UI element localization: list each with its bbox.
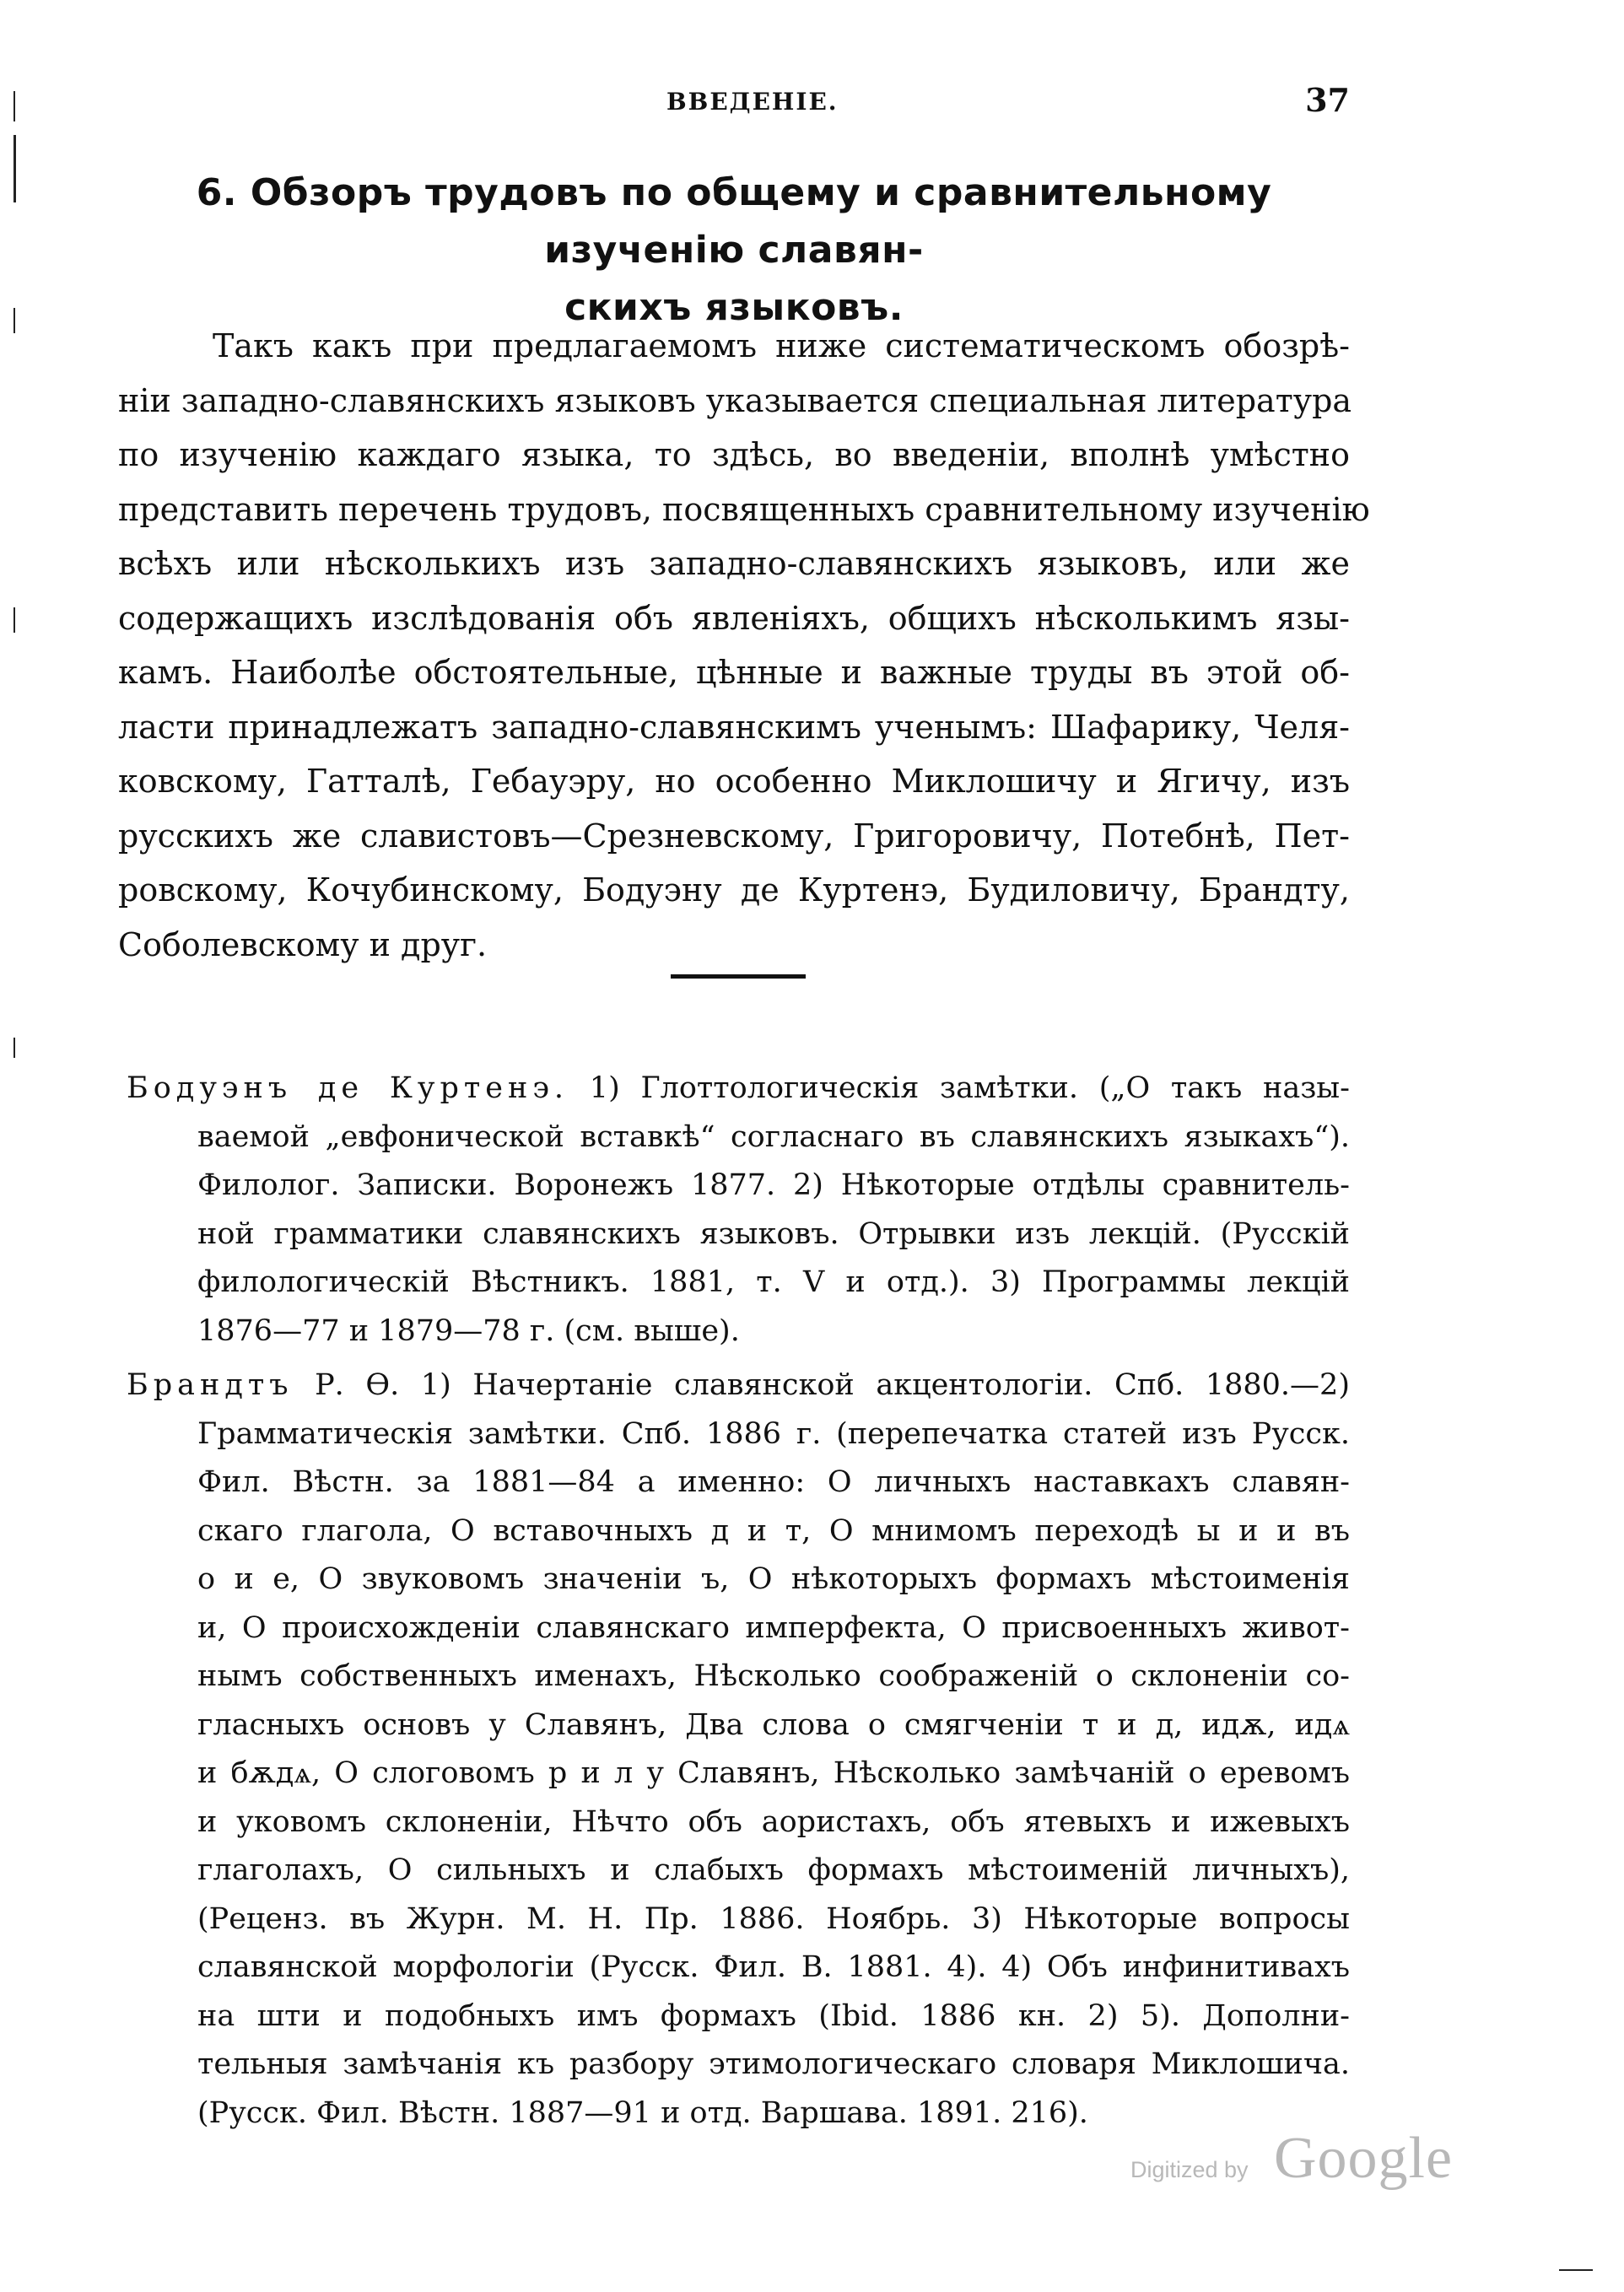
page-number: 37: [1305, 81, 1350, 119]
entry-line: нымъ собственныхъ именахъ, Нѣсколько соображеній о склоненіи со-: [197, 1659, 1350, 1693]
scan-margin-mark: [13, 607, 15, 633]
scan-margin-mark: [13, 1038, 15, 1058]
entry-line: глаголахъ, О сильныхъ и слабыхъ формахъ мѣстоименій личныхъ),: [197, 1853, 1350, 1887]
entry-text: Р. Ѳ. 1) Начертаніе славянской акцентологіи. Спб. 1880.—2): [315, 1368, 1350, 1402]
digitized-watermark: [1130, 2126, 1468, 2191]
paragraph-line: содержащихъ изслѣдованія объ явленіяхъ, общихъ нѣсколькимъ язы-: [118, 599, 1350, 637]
entry-line: скаго глагола, О вставочныхъ д и т, О мнимомъ переходѣ ы и и въ: [197, 1513, 1350, 1548]
entry-line: 1876—77 и 1879—78 г. (см. выше).: [197, 1313, 740, 1348]
paragraph-line: представить перечень трудовъ, посвященныхъ сравнительному изученію: [118, 490, 1370, 528]
separator-rule: [671, 974, 806, 979]
heading-line: 6. Обзоръ трудовъ по общему и сравнительному изученію славян-: [196, 171, 1272, 272]
entry-line: тельныя замѣчанія къ разбору этимологическаго словаря Миклошича.: [197, 2047, 1350, 2081]
bibliography-entry: [127, 1065, 1350, 1356]
scan-margin-mark: [13, 135, 16, 202]
entry-line: Грамматическія замѣтки. Спб. 1886 г. (перепечатка статей изъ Русск.: [197, 1416, 1350, 1451]
entry-line: и бѫдѧ, О слоговомъ р и л у Славянъ, Нѣсколько замѣчаній о еревомъ: [197, 1756, 1350, 1790]
paragraph-line: Соболевскому и друг.: [118, 925, 488, 963]
entry-line: (Русск. Фил. Вѣстн. 1887—91 и отд. Варшава. 1891. 216).: [197, 2095, 1088, 2130]
scan-margin-mark: [1559, 2269, 1593, 2271]
bibliography-entry: [127, 1362, 1350, 2138]
entry-text: 1) Глоттологическія замѣтки. („О такъ назы-: [589, 1071, 1350, 1105]
entry-line: и, О происхожденіи славянскаго имперфекта, О присвоенныхъ живот-: [197, 1610, 1350, 1645]
paragraph-line: ніи западно-славянскихъ языковъ указывается специальная литература: [118, 381, 1352, 419]
entry-line: Филолог. Записки. Воронежъ 1877. 2) Нѣкоторые отдѣлы сравнитель-: [197, 1168, 1350, 1202]
section-heading: [118, 164, 1350, 337]
watermark-prefix: Digitized by: [1130, 2157, 1249, 2182]
bibliography: [127, 1065, 1350, 2144]
paragraph-line: ровскому, Кочубинскому, Бодуэну де Куртенэ, Будиловичу, Брандту,: [118, 871, 1350, 909]
scan-margin-mark: [13, 308, 15, 333]
paragraph-line: камъ. Наиболѣе обстоятельные, цѣнные и важные труды въ этой об-: [118, 654, 1350, 691]
scan-margin-mark: [13, 91, 15, 121]
entry-first-line: [127, 1362, 1350, 1410]
entry-line: ной грамматики славянскихъ языковъ. Отрывки изъ лекцій. (Русскій: [197, 1216, 1350, 1251]
entry-author: Брандтъ: [127, 1368, 294, 1402]
entry-line: филологическій Вѣстникъ. 1881, т. V и отд.). 3) Программы лекцій: [197, 1265, 1350, 1299]
entry-line: гласныхъ основъ у Славянъ, Два слова о смягченіи т и д, идѫ, идѧ: [197, 1707, 1350, 1742]
paragraph-line: по изученію каждаго языка, то здѣсь, во введеніи, вполнѣ умѣстно: [118, 436, 1350, 473]
entry-line: ваемой „евфонической вставкѣ“ согласнаго въ славянскихъ языкахъ“).: [197, 1119, 1350, 1154]
google-logo: Google: [1274, 2126, 1454, 2191]
paragraph-line: всѣхъ или нѣсколькихъ изъ западно-славянскихъ языковъ, или же: [118, 545, 1350, 582]
entry-line: (Реценз. въ Журн. М. Н. Пр. 1886. Ноябрь. 3) Нѣкоторые вопросы: [197, 1901, 1350, 1936]
heading-line: скихъ языковъ.: [564, 286, 904, 329]
entry-author: Бодуэнъ де Куртенэ.: [127, 1071, 569, 1105]
entry-line: Фил. Вѣстн. за 1881—84 а именно: О личныхъ наставкахъ славян-: [197, 1465, 1350, 1499]
entry-line: о и е, О звуковомъ значеніи ъ, О нѣкоторыхъ формахъ мѣстоименія: [197, 1562, 1350, 1596]
running-header: [127, 81, 1350, 123]
entry-first-line: [127, 1065, 1350, 1114]
entry-line: на шти и подобныхъ имъ формахъ (Ibid. 1886 кн. 2) 5). Дополни-: [197, 1998, 1350, 2033]
paragraph-line: ласти принадлежатъ западно-славянскимъ ученымъ: Шафарику, Челя-: [118, 708, 1350, 746]
paragraph-line: Такъ какъ при предлагаемомъ ниже систематическомъ обозрѣ-: [213, 327, 1350, 364]
paragraph-line: ковскому, Гатталѣ, Гебауэру, но особенно Миклошичу и Ягичу, изъ: [118, 763, 1350, 800]
intro-paragraph: [118, 319, 1370, 972]
entry-line: и уковомъ склоненіи, Нѣчто объ аористахъ, объ ятевыхъ и ижевыхъ: [197, 1804, 1350, 1839]
entry-line: славянской морфологіи (Русск. Фил. В. 1881. 4). 4) Объ инфинитивахъ: [197, 1950, 1350, 1984]
paragraph-line: русскихъ же славистовъ—Срезневскому, Григоровичу, Потебнѣ, Пет-: [118, 817, 1350, 855]
running-title: ВВЕДЕНІЕ.: [666, 88, 839, 116]
